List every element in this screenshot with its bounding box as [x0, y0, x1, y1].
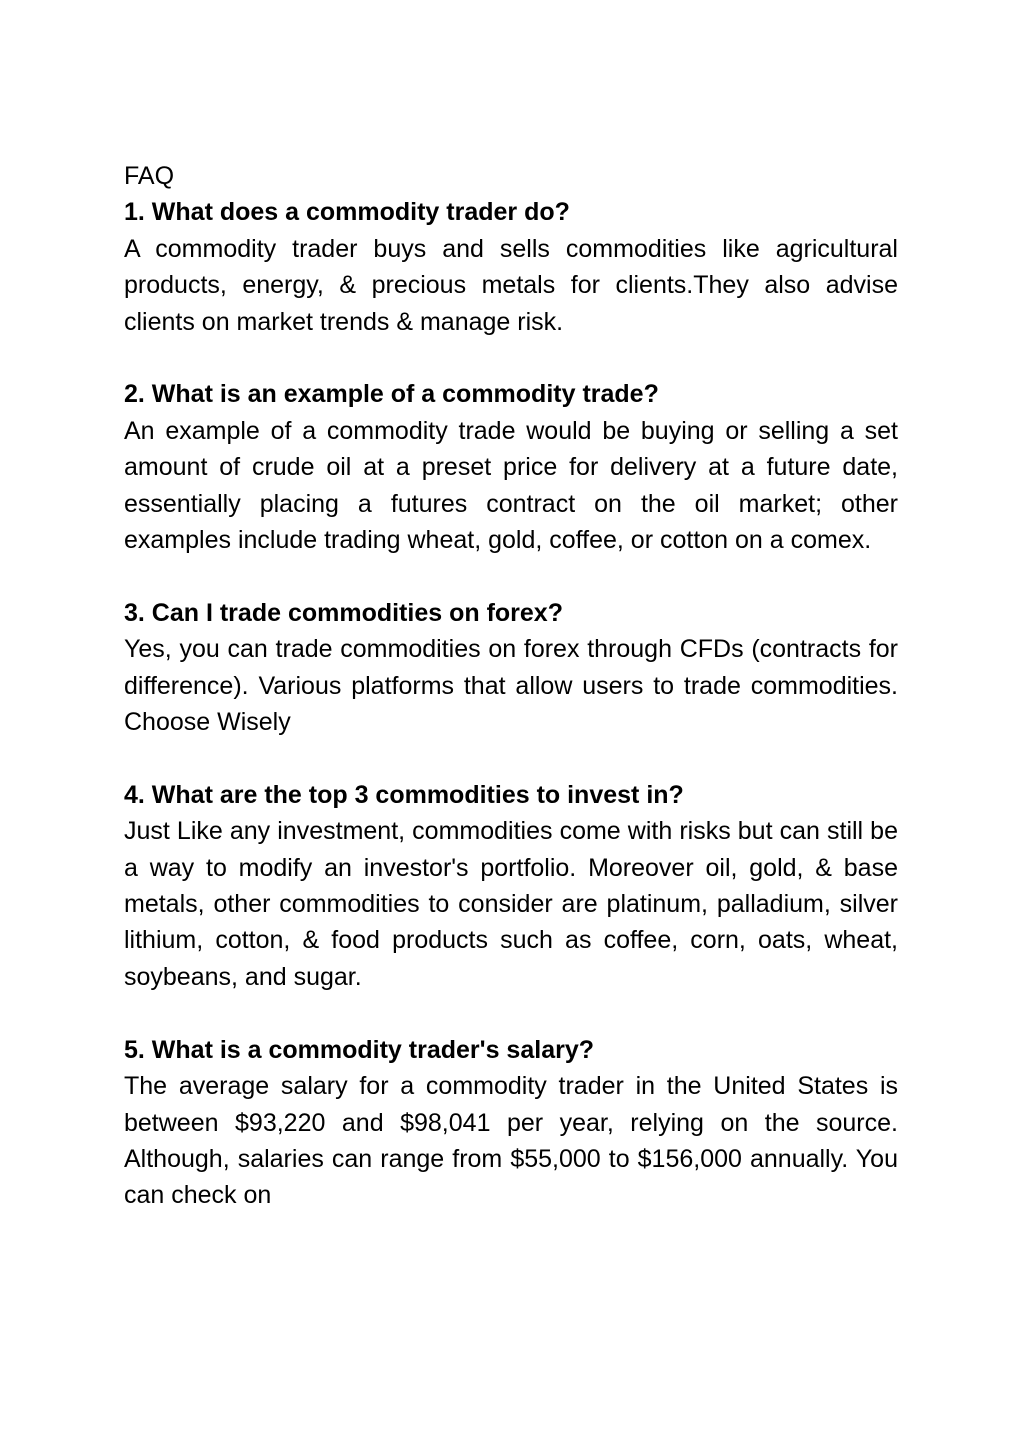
faq-answer: Yes, you can trade commodities on forex through CFDs (contracts for difference). Various platforms that allow users to trade commodities. Choose Wisely — [124, 635, 898, 737]
faq-item-1 — [124, 194, 898, 340]
page-title: FAQ — [124, 162, 175, 190]
faq-item-4 — [124, 777, 898, 995]
faq-question: 5. What is a commodity trader's salary? — [124, 1035, 594, 1064]
faq-question: 3. Can I trade commodities on forex? — [124, 598, 563, 627]
document-page — [124, 158, 898, 1250]
faq-answer: Just Like any investment, commodities come with risks but can still be a way to modify an investor's portfolio. Moreover oil, gold, & base metals, other commodities to consider are platinum, palladium, silver lithium, cotton, & food products such as coffee, corn, oats, wheat, soybeans, and sugar. — [124, 817, 898, 991]
faq-question: 1. What does a commodity trader do? — [124, 198, 570, 227]
faq-question: 4. What are the top 3 commodities to invest in? — [124, 780, 684, 809]
faq-question: 2. What is an example of a commodity trade? — [124, 380, 659, 409]
faq-item-5 — [124, 1032, 898, 1214]
faq-answer: A commodity trader buys and sells commodities like agricultural products, energy, & precious metals for clients.They also advise clients on market trends & manage risk. — [124, 234, 898, 336]
faq-answer: The average salary for a commodity trader in the United States is between $93,220 and $98,041 per year, relying on the source. Although, salaries can range from $55,000 to $156,000 annually. You can check on — [124, 1072, 898, 1210]
faq-item-3 — [124, 595, 898, 741]
faq-item-2 — [124, 376, 898, 558]
faq-answer: An example of a commodity trade would be buying or selling a set amount of crude oil at a preset price for delivery at a future date, essentially placing a futures contract on the oil market; other examples include trading wheat, gold, coffee, or cotton on a comex. — [124, 416, 898, 555]
